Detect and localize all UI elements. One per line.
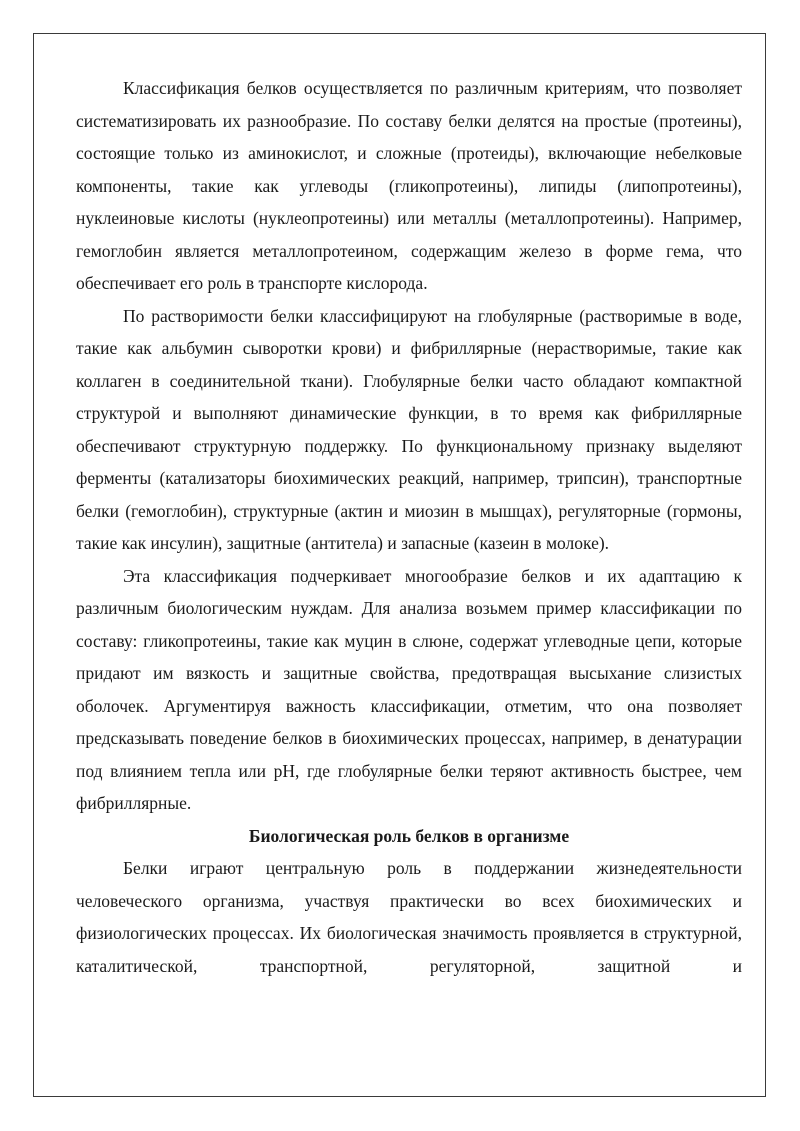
paragraph-protein-solubility: По растворимости белки классифицируют на глобулярные (растворимые в воде, такие как альбумин сыворотки крови) и фибриллярные (нерастворимые, такие как коллаген в соединительной ткани). Глобулярные белки часто обладают компактной структурой и выполняют динамические функции, в то время как фибриллярные обеспечивают структурную поддержку. По функциональному признаку выделяют ферменты (катализаторы биохимических реакций, например, трипсин), транспортные белки (гемоглобин), структурные (актин и миозин в мышцах), регуляторные (гормоны, такие как инсулин), защитные (антитела) и запасные (казеин в молоке). bbox=[76, 305, 742, 553]
section-heading: Биологическая роль белков в организме bbox=[248, 825, 570, 846]
document-body bbox=[76, 72, 742, 982]
paragraph-classification-analysis: Эта классификация подчеркивает многообразие белков и их адаптацию к различным биологическим нуждам. Для анализа возьмем пример классификации по составу: гликопротеины, такие как муцин в слюне, содержат углеводные цепи, которые придают им вязкость и защитные свойства, предотвращая высыхание слизистых оболочек. Аргументируя важность классификации, отметим, что она позволяет предсказывать поведение белков в биохимических процессах, например, в денатурации под влиянием тепла или pH, где глобулярные белки теряют активность быстрее, чем фибриллярные. bbox=[76, 565, 742, 813]
paragraph-protein-composition: Классификация белков осуществляется по различным критериям, что позволяет систематизировать их разнообразие. По составу белки делятся на простые (протеины), состоящие только из аминокислот, и сложные (протеиды), включающие небелковые компоненты, такие как углеводы (гликопротеины), липиды (липопротеины), нуклеиновые кислоты (нуклеопротеины) или металлы (металлопротеины). Например, гемоглобин является металлопротеином, содержащим железо в форме гема, что обеспечивает его роль в транспорте кислорода. bbox=[76, 78, 742, 293]
paragraph-biological-role: Белки играют центральную роль в поддержании жизнедеятельности человеческого организма, участвуя практически во всех биохимических и физиологических процессах. Их биологическая значимость проявляется в структурной, каталитической, транспортной, регуляторной, защитной и bbox=[76, 858, 742, 976]
